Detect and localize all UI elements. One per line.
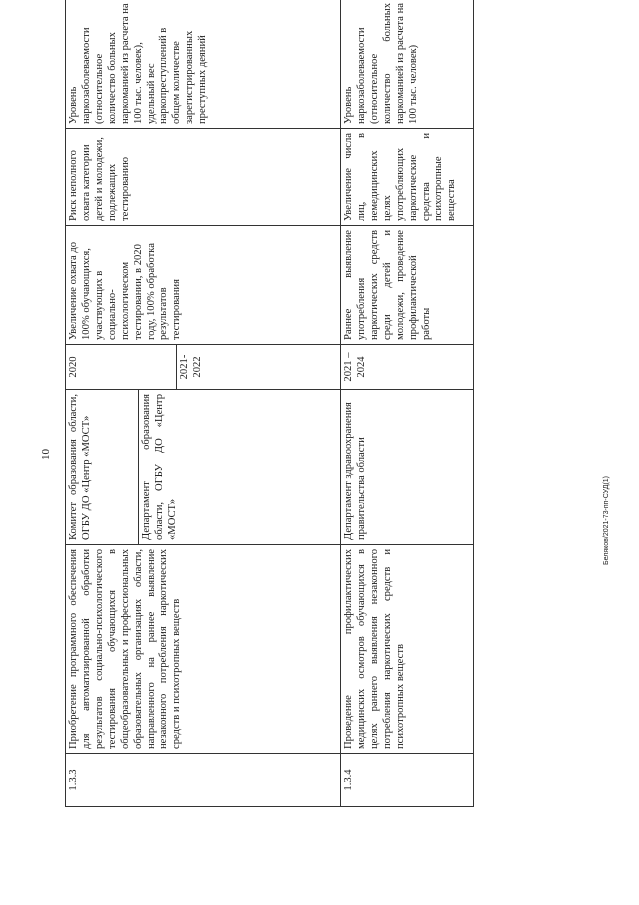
measure-result: Увеличение охвата до 100% обучающихся, участвующих в социально-психологическом тестировании, в 2020 году, 100% обработка результатов тестирования [66,226,341,345]
executor-2020: Комитет образования области, ОГБУ ДО «Центр «МОСТ» [68,394,92,540]
measure-years [66,345,341,390]
measure-risk: Увеличение числа лиц, в немедицинских целях употребляющих наркотические средства и психотропные вещества [341,129,474,226]
document-code: Беляков/2021-73-пп-СУД(1) [603,475,610,565]
measure-executor [66,390,341,545]
page-number: 10 [40,449,52,460]
measure-name: Приобретение программного обеспечения для автоматизированной обработки результатов социально-психологического тестирования обучающихся в общеобразовательных и профессиональных образовательных организациях области, направленного на раннее выявление незаконного потребления наркотических средств и психотропных веществ [66,545,341,754]
measure-years: 2021 – 2024 [341,345,474,390]
measure-number: 1.3.3 [66,754,341,807]
measure-number: 1.3.4 [341,754,474,807]
year-2021-2022: 2021-2022 [176,345,205,389]
table-row [66,0,341,807]
measures-table [65,3,490,807]
measure-risk: Риск неполного охвата категории детей и молодежи, подлежащих тестированию [66,129,341,226]
measure-name: Проведение профилактических медицинских осмотров обучающихся в целях раннего выявления незаконного потребления наркотических средств и психотропных веществ [341,545,474,754]
table-row [341,0,474,807]
executor-2021-2022: Департамент образования области, ОГБУ ДО «Центр «МОСТ» [138,390,180,544]
measure-indicator: Уровень наркозаболеваемости (относительное количество больных наркоманией из расчета на 100 тыс. человек) [341,0,474,129]
measure-indicator: Уровень наркозаболеваемости (относительное количество больных наркоманией из расчета на 100 тыс. человек), удельный вес наркопреступлений в общем количестве зарегистрированных преступных деяний [66,0,341,129]
measure-result: Раннее выявление употребления наркотических средств среди детей и молодежи, проведение профилактической работы [341,226,474,345]
measure-executor: Департамент здравоохранения правительства области [341,390,474,545]
year-2020: 2020 [68,356,79,378]
